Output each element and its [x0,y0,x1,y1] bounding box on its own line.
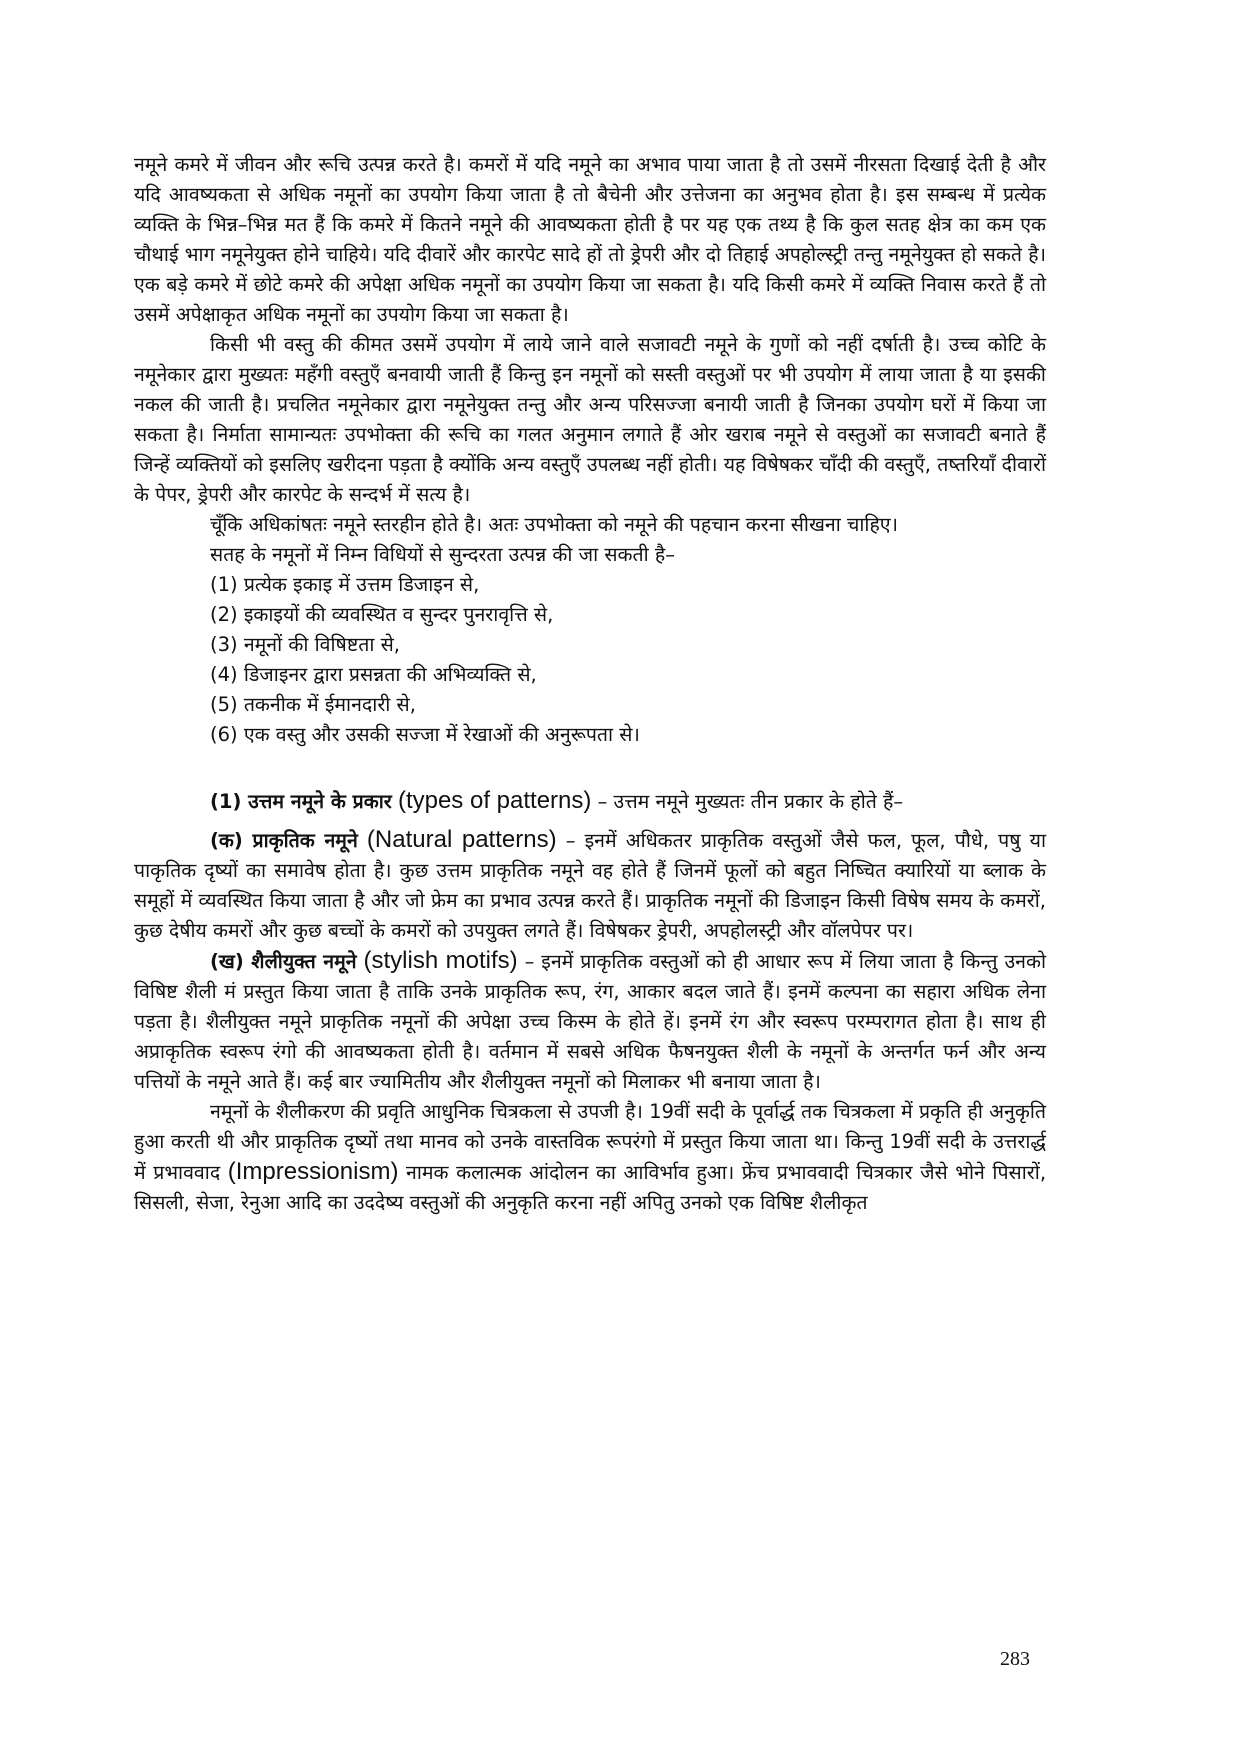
list-item: (2) इकाइयों की व्यवस्थित व सुन्दर पुनरावृत्ति से, [210,603,554,626]
list-item: (1) प्रत्येक इकाइ में उत्तम डिजाइन से, [210,573,480,596]
section-heading-english: (Natural patterns) [366,826,557,853]
section-text: – इनमें अधिकतर प्राकृतिक वस्तुओं जैसे फल, फूल, पौधे, पषु या पाकृतिक दृष्यों का समावेष होता है। कुछ उत्तम प्राकृतिक नमूने वह होते हैं जिनमें फूलों को बहुत निष्चित क्यारियों या ब्लाक के समूहों में व्यवस्थित किया जाता है और जो फ्रेम का प्रभाव उत्पन्न करते हैं। प्राकृतिक नमूनों की डिजाइन किसी विषेष समय के कमरों, कुछ देषीय कमरों और कुछ बच्चों के कमरों को उपयुक्त लगते हैं। विषेषकर ड्रेपरी, अपहोलस्ट्री और वॉलपेपर पर। [134,829,1046,942]
section-types-of-patterns [134,786,1046,817]
list-item: (6) एक वस्तु और उसकी सज्जा में रेखाओं की अनुरूपता से। [210,723,640,746]
section-heading-english: (stylish motifs) [363,947,518,974]
paragraph-1: नमूने कमरे में जीवन और रूचि उत्पन्न करते है। कमरों में यदि नमूने का अभाव पाया जाता है तो उसमें नीरसता दिखाई देती है और यदि आवष्यकता से अधिक नमूनों का उपयोग किया जाता है तो बैचेनी और उत्तेजना का अनुभव होता है। इस सम्बन्ध में प्रत्येक व्यक्ति के भिन्न–भिन्न मत हैं कि कमरे में कितने नमूने की आवष्यकता होती है पर यह एक तथ्य है कि कुल सतह क्षेत्र का कम एक चौथाई भाग नमूनेयुक्त होने चाहिये। यदि दीवारें और कारपेट सादे हों तो ड्रेपरी और दो तिहाई अपहोल्स्ट्री तन्तु नमूनेयुक्त हो सकते है। एक बड़े कमरे में छोटे कमरे की अपेक्षा अधिक नमूनों का उपयोग किया जा सकता है। यदि किसी कमरे में व्यक्ति निवास करते हैं तो उसमें अपेक्षाकृत अधिक नमूनों का उपयोग किया जा सकता है। [134,153,1046,326]
list-intro: सतह के नमूनों में निम्न विधियों से सुन्दरता उत्पन्न की जा सकती है– [210,543,676,566]
section-natural-patterns [134,825,1046,946]
paragraph-text: नमूनों के शैलीकरण की प्रवृति आधुनिक चित्रकला से उपजी है। 19वीं सदी के पूर्वार्द्ध तक चित्रकला में प्रकृति ही अनुकृति हुआ करती थी और प्राकृतिक दृष्यों तथा मानव को उनके वास्तविक रूपरंगो में प्रस्तुत किया जाता था। किन्तु 19वीं सदी के उत्तरार्द्ध में प्रभाववाद [134,1100,1046,1184]
section-text: – इनमें प्राकृतिक वस्तुओं को ही आधार रूप में लिया जाता है किन्तु उनको विषिष्ट शैली मं प्रस्तुत किया जाता है ताकि उनके प्राकृतिक रूप, रंग, आकार बदल जाते हैं। इनमें कल्पना का सहारा अधिक लेना पड़ता है। शैलीयुक्त नमूने प्राकृतिक नमूनों की अपेक्षा उच्च किस्म के होते हें। इनमें रंग और स्वरूप परम्परागत होता है। साथ ही अप्राकृतिक स्वरूप रंगो की आवष्यकता होती है। वर्तमान में सबसे अधिक फैषनयुक्त शैली के नमूनों के अन्तर्गत फर्न और अन्य पत्तियों के नमूने आते हैं। कई बार ज्यामितीय और शैलीयुक्त नमूनों को मिलाकर भी बनाया जाता है। [134,950,1047,1093]
paragraph-stylization [134,1097,1046,1218]
section-heading: (1) उत्तम नमूने के प्रकार [210,790,392,813]
spacer [134,750,1046,786]
document-body [134,150,1046,1218]
list-item: (5) तकनीक में ईमानदारी से, [210,693,416,716]
section-heading-english: (types of patterns) [397,787,592,814]
paragraph-2: किसी भी वस्तु की कीमत उसमें उपयोग में लाये जाने वाले सजावटी नमूने के गुणों को नहीं दर्षाती है। उच्च कोटि के नमूनेकार द्वारा मुख्यतः महँगी वस्तुएँ बनवायी जाती हैं किन्तु इन नमूनों को सस्ती वस्तुओं पर भी उपयोग में लाया जाता है या इसकी नकल की जाती है। प्रचलित नमूनेकार द्वारा नमूनेयुक्त तन्तु और अन्य परिसज्जा बनायी जाती है जिनका उपयोग घरों में किया जा सकता है। निर्माता सामान्यतः उपभोक्ता की रूचि का गलत अनुमान लगाते हैं ओर खराब नमूने से वस्तुओं का सजावटी बनाते हैं जिन्हें व्यक्तियों को इसलिए खरीदना पड़ता है क्योंकि अन्य वस्तुएँ उपलब्ध नहीं होती। यह विषेषकर चाँदी की वस्तुएँ, तष्तरियाँ दीवारों के पेपर, ड्रेपरी और कारपेट के सन्दर्भ में सत्य है। [134,333,1046,506]
page-number: 283 [1000,1648,1030,1670]
spacer [134,817,1046,825]
section-stylish-motifs [134,946,1046,1097]
section-heading: (ख) शैलीयुक्त नमूने [210,950,357,973]
term-english: (Impressionism) [227,1158,399,1185]
paragraph-text: नामक कलात्मक आंदोलन का आविर्भाव हुआ। फ्रेंच प्रभाववादी चित्रकार जैसे भोने पिसारों, सिसली, सेजा, रेनुआ आदि का उददेष्य वस्तुओं की अनुकृति करना नहीं अपितु उनको एक विषिष्ट शैलीकृत [134,1161,1047,1214]
paragraph-3: चूँकि अधिकांषतः नमूने स्तरहीन होते है। अतः उपभोक्ता को नमूने की पहचान करना सीखना चाहिए। [210,513,898,536]
section-heading: (क) प्राकृतिक नमूने [210,829,358,852]
list-item: (4) डिजाइनर द्वारा प्रसन्नता की अभिव्यक्ति से, [210,663,537,686]
section-text: – उत्तम नमूने मुख्यतः तीन प्रकार के होते हैं– [597,790,904,813]
list-item: (3) नमूनों की विषिष्टता से, [210,633,400,656]
methods-list [134,570,1046,750]
